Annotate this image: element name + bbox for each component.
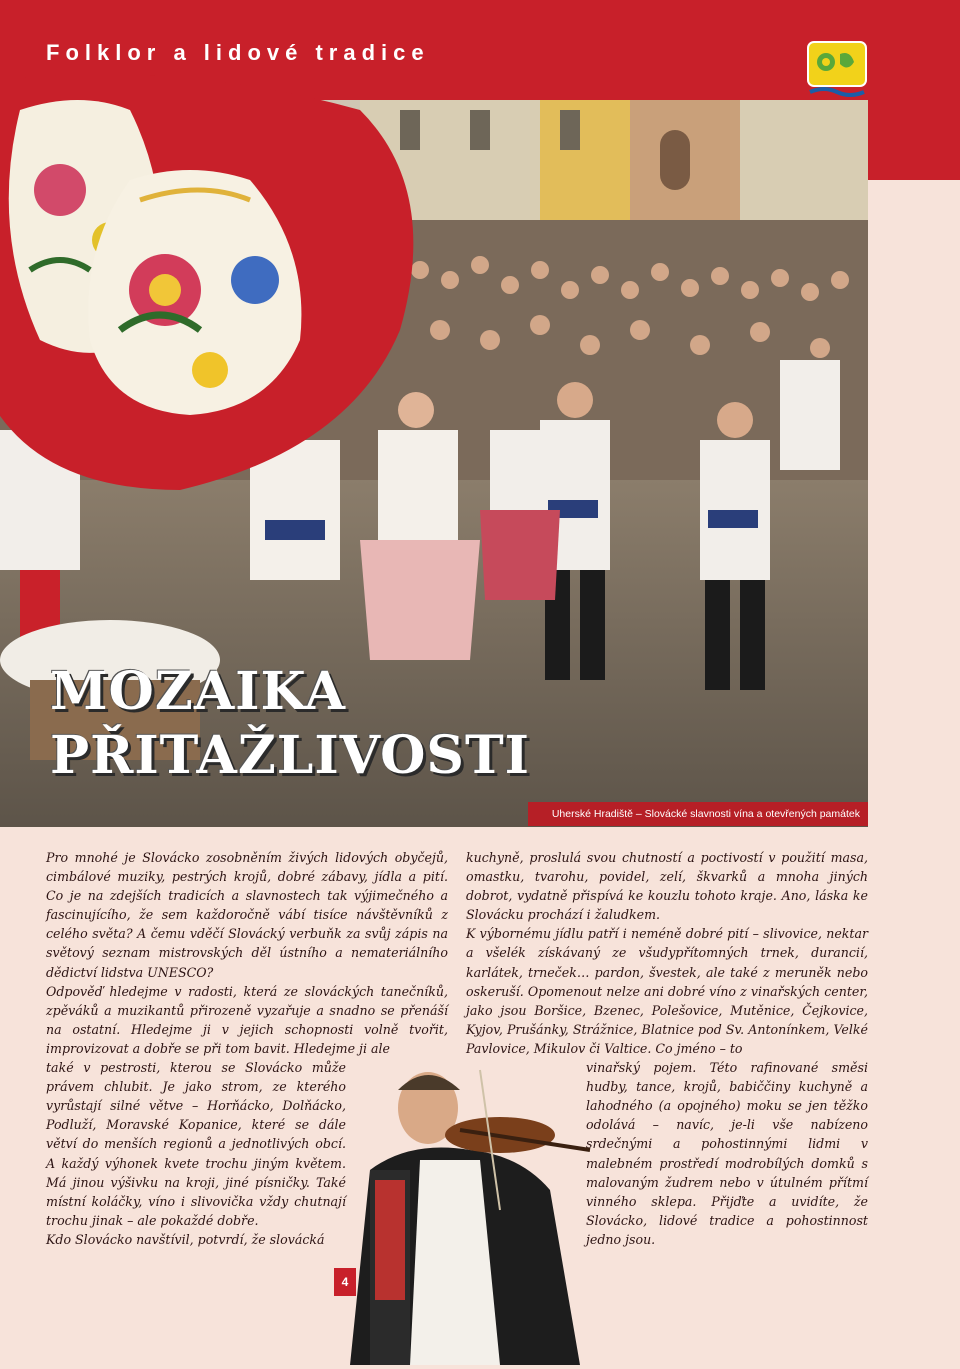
paragraph: Kdo Slovácko navštívil, potvrdí, že slovácká [46,1231,325,1247]
hero-title-line2: PŘITAŽLIVOSTI [50,725,530,786]
pottery-photo [0,70,450,510]
region-logo-icon [806,40,868,102]
paragraph: kuchyně, proslulá svou chutností a poctivostí v použití masa, omastku, tvarohu, povidel, zelí, škvarků a mnoha jiných dobrot, vydatně přispívá ke kouzlu tohoto kraje. Ano, láska ke Slovácku prochází i žaludkem. [466,850,868,923]
hero-title [50,660,530,788]
page-number: 4 [334,1268,356,1296]
hero-title-line1: MOZAIKA [50,661,346,722]
section-title: Folklor a lidové tradice [46,40,430,65]
paragraph: také v pestrosti, kterou se Slovácko může právem chlubit. Je jako strom, ze kterého vyrůstají silné větve – Horňácko, Dolňácko, Podluží, Moravské Kopanice, které se dále větví do menších regionů a jednotlivých obcí. A každý výhonek kvete trochu jiným květem. Má jinou výšivku na kroji, jiné písničky. Také místní koláčky, víno i slivovička vždy chutnají trochu jinak – ale pokaždé dobře. [46,1060,346,1228]
paragraph: vinařský pojem. Této rafinované směsi hudby, tance, krojů, babiččiny kuchyně a lahodného (a opojného) moku se jen těžko odolává – navíc, je-li vše nabízeno srdečnými a pohostinnými lidmi v malebném prostředí modrobílých domků s malovaným žudrem nebo v útulném přítmí vinného sklepa. Přijďte a uvidíte, že Slovácko, lidové tradice a pohostinnost jedno jsou. [586,1060,868,1247]
photo-caption: Uherské Hradiště – Slovácké slavnosti vína a otevřených památek [528,802,868,826]
violinist-photo [350,1060,600,1365]
paragraph: K výbornému jídlu patří i neméně dobré pití – slivovice, nektar a všelék získávaný ze všudypřítomných trnek, durancií, karlátek, trneček… pardon, švestek, ale také z meruněk nebo oskeruší. Opomenout nelze ani dobré víno z vinařských center, jako jsou Boršice, Bzenec, Polešovice, Mutěnice, Čejkovice, Kyjov, Prušánky, Strážnice, Blatnice pod Sv. Antonínkem, Velké Pavlovice, Mikulov či Valtice. Co jméno – to [466,926,868,1056]
paragraph: Pro mnohé je Slovácko zosobněním živých lidových obyčejů, cimbálové muziky, pestrých krojů, dobré zábavy, jídla a pití. Co je na zdejších tradicích a slavnostech tak výjimečného a fascinujícího, že sem každoročně vábí tisíce návštěvníků z celého světa? A čemu vděčí Slovácký verbuňk za svůj zápis na světový seznam mistrovských děl ústního a nemateriálního dědictví lidstva UNESCO? [46,850,448,980]
paragraph: Odpověď hledejme v radosti, která ze slováckých tanečníků, zpěváků a muzikantů přirozeně vyzařuje a snadno se přenáší na ostatní. Hledejme ji v jejich schopnosti volně tvořit, improvizovat a dobře se při tom bavit. Hledejme ji ale [46,983,448,1056]
